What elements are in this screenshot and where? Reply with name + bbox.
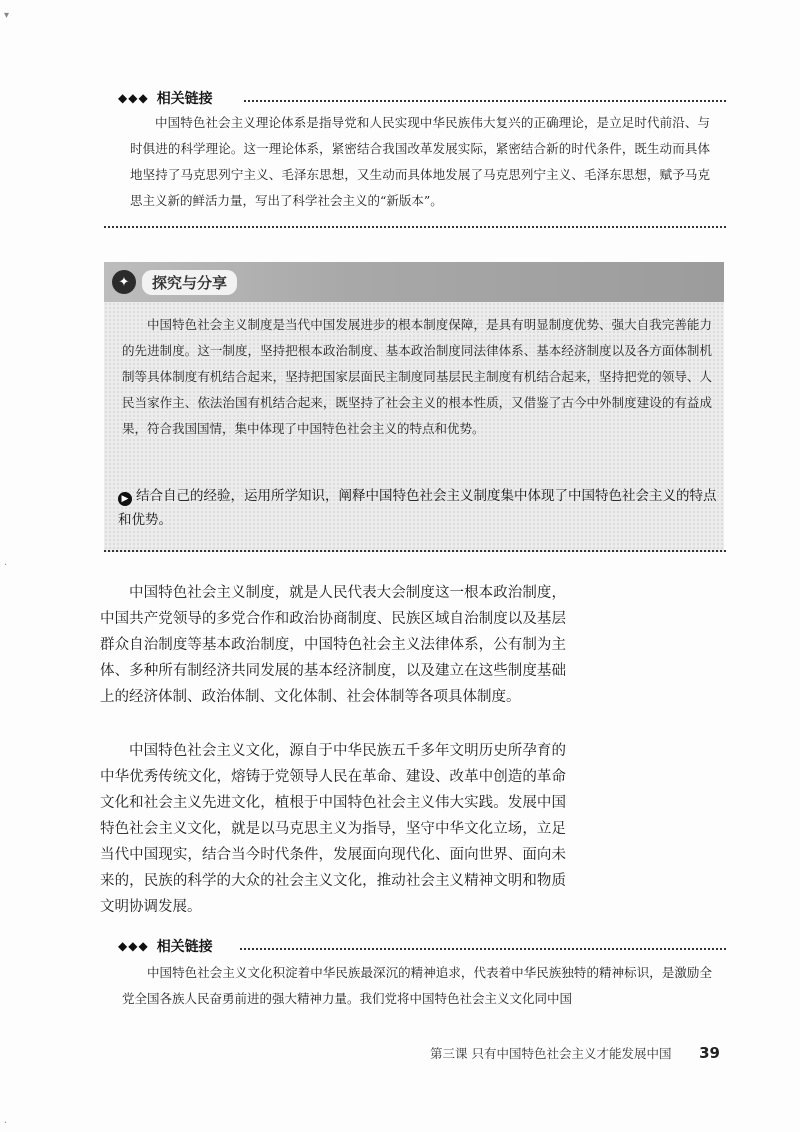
scan-edge-mark: ▾ [4,10,10,21]
section-divider-2 [104,550,726,552]
play-bullet-icon: ▶ [118,492,132,506]
related-link-text-2: 中国特色社会主义文化积淀着中华民族最深沉的精神追求，代表着中华民族独特的精神标识，是激励全党全国各族人民奋勇前进的强大精神力量。我们党将中国特色社会主义文化同中国 [122,965,712,1006]
explore-share-icon: ✦ [112,270,136,294]
section-divider-1 [104,226,726,228]
body-paragraph-2: 中国特色社会主义文化，源自于中华民族五千多年文明历史所孕育的中华优秀传统文化，熔铸于党领导人民在革命、建设、改革中创造的革命文化和社会主义先进文化，植根于中国特色社会主义伟大实践。发展中国特色社会主义文化，就是以马克思主义为指导，坚守中华文化立场，立足当代中国现实，结合当今时代条件，发展面向现代化、面向世界、面向未来的，民族的科学的大众的社会主义文化，推动社会主义精神文明和物质文明协调发展。 [100,743,566,915]
dotted-leader-line [240,948,726,950]
lesson-title: 第三课 只有中国特色社会主义才能发展中国 [430,1046,672,1061]
diamond-icon: ◆◆◆ [118,91,149,105]
explore-share-title [112,266,237,298]
related-link-title-2: 相关链接 [156,939,213,955]
related-link-header-1 [118,88,213,108]
related-link-header-2 [118,936,213,956]
page-footer [430,1044,720,1062]
related-link-text-1: 中国特色社会主义理论体系是指导党和人民实现中华民族伟大复兴的正确理论，是立足时代前沿、与时俱进的科学理论。这一理论体系，紧密结合我国改革发展实际，紧密结合新的时代条件，既生动而具体地坚持了马克思列宁主义、毛泽东思想，又生动而具体地发展了马克思列宁主义、毛泽东思想，赋予马克思主义新的鲜活力量，写出了科学社会主义的“新版本”。 [130,115,710,208]
explore-task [118,484,718,532]
explore-task-text: 结合自己的经验，运用所学知识，阐释中国特色社会主义制度集中体现了中国特色社会主义的特点和优势。 [118,488,717,528]
explore-share-label: 探究与分享 [142,270,237,295]
diamond-icon: ◆◆◆ [118,939,149,953]
related-link-title-1: 相关链接 [156,91,213,107]
explore-share-text: 中国特色社会主义制度是当代中国发展进步的根本制度保障，是具有明显制度优势、强大自我完善能力的先进制度。这一制度，坚持把根本政治制度、基本政治制度同法律体系、基本经济制度以及各方面体制机制等具体制度有机结合起来，坚持把国家层面民主制度同基层民主制度有机结合起来，坚持把党的领导、人民当家作主、依法治国有机结合起来，既坚持了社会主义的根本性质，又借鉴了古今中外制度建设的有益成果，符合我国国情，集中体现了中国特色社会主义的特点和优势。 [122,317,712,436]
body-paragraph-1: 中国特色社会主义制度，就是人民代表大会制度这一根本政治制度，中国共产党领导的多党合作和政治协商制度、民族区域自治制度以及基层群众自治制度等基本政治制度，中国特色社会主义法律体系，公有制为主体、多种所有制经济共同发展的基本经济制度，以及建立在这些制度基础上的经济体制、政治体制、文化体制、社会体制等各项具体制度。 [100,585,566,705]
page-number: 39 [699,1044,720,1062]
scan-edge-mark: · [4,1118,8,1129]
dotted-leader-line [244,100,726,102]
scan-edge-mark: · [4,560,8,571]
